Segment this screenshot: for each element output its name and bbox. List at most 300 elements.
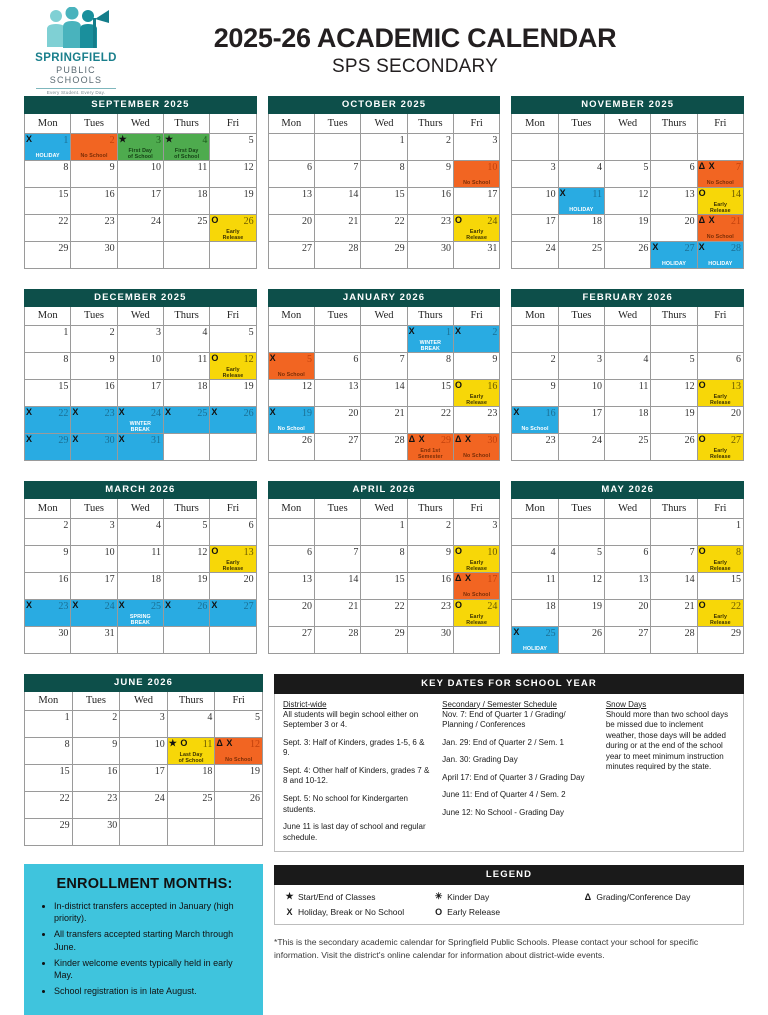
day-cell xyxy=(651,214,697,241)
day-20 xyxy=(269,600,314,626)
day-cell xyxy=(117,434,163,461)
day-number: 24 xyxy=(150,215,161,227)
day-cell xyxy=(605,326,651,353)
day-number: 8 xyxy=(736,546,742,558)
day-10 xyxy=(454,546,499,572)
day-marker-icon: O xyxy=(698,545,707,556)
day-number: 1 xyxy=(445,327,451,338)
week-row xyxy=(25,792,263,819)
day-number: 21 xyxy=(394,408,405,419)
day-16 xyxy=(408,573,453,599)
day-cell xyxy=(361,545,407,572)
day-note: HOLIDAY xyxy=(35,152,60,159)
day-cell xyxy=(605,434,651,461)
month-table xyxy=(511,499,744,654)
week-row xyxy=(268,518,500,545)
day-18 xyxy=(164,188,209,214)
month-table xyxy=(24,114,257,269)
day-note: No School xyxy=(277,426,305,432)
key-dates-line: June 12: No School - Grading Day xyxy=(442,808,564,818)
day-cell xyxy=(268,434,314,461)
day-26 xyxy=(164,600,209,626)
month-title: OCTOBER 2025 xyxy=(268,96,501,114)
enrollment-title: ENROLLMENT MONTHS: xyxy=(56,876,233,892)
day-number: 22 xyxy=(394,600,405,612)
weekday-header: Mon xyxy=(25,307,71,326)
day-cell xyxy=(697,353,743,380)
day-marker-icon: Δ X xyxy=(408,434,426,444)
day-number: 2 xyxy=(550,354,556,365)
week-row xyxy=(25,738,263,765)
enrollment-list xyxy=(40,900,249,997)
day-cell xyxy=(558,160,604,187)
day-cell xyxy=(210,626,256,653)
day-number: 2 xyxy=(112,712,118,723)
day-4 xyxy=(118,519,163,545)
day-number: 4 xyxy=(202,134,208,146)
day-25 xyxy=(168,792,215,818)
key-dates-line: Jan. 29: End of Quarter 2 / Sem. 1 xyxy=(442,737,564,747)
weekday-header: Wed xyxy=(120,692,168,711)
day-number: 4 xyxy=(202,327,208,338)
months-grid xyxy=(0,96,768,654)
day-empty xyxy=(210,242,255,268)
day-14 xyxy=(651,573,696,599)
day-cell xyxy=(605,545,651,572)
day-12 xyxy=(164,546,209,572)
day-5 xyxy=(651,353,696,379)
month-block xyxy=(268,289,501,462)
day-number: 20 xyxy=(302,215,312,227)
day-13 xyxy=(651,188,696,214)
day-24 xyxy=(559,434,604,460)
day-21 xyxy=(315,215,360,241)
day-cell xyxy=(163,133,209,160)
day-26 xyxy=(215,792,262,818)
day-cell xyxy=(210,133,256,160)
day-28 xyxy=(315,242,360,268)
day-cell xyxy=(558,133,604,160)
day-cell xyxy=(25,711,73,738)
day-number: 23 xyxy=(440,600,451,612)
day-cell xyxy=(25,326,71,353)
day-28 xyxy=(651,627,696,653)
day-number: 27 xyxy=(302,242,312,254)
day-cell xyxy=(25,545,71,572)
day-empty xyxy=(698,326,743,352)
day-cell xyxy=(361,434,407,461)
day-cell xyxy=(71,407,117,434)
day-marker-icon: Δ X xyxy=(454,572,472,583)
day-number: 12 xyxy=(243,354,254,365)
weekday-header: Wed xyxy=(361,307,407,326)
day-30 xyxy=(454,434,499,460)
day-5 xyxy=(164,519,209,545)
day-cell xyxy=(605,599,651,626)
day-13 xyxy=(269,573,314,599)
day-marker-icon: X xyxy=(513,626,520,637)
month-block xyxy=(24,96,257,269)
day-cell xyxy=(512,599,558,626)
day-marker-icon: X xyxy=(118,407,126,417)
week-row xyxy=(268,545,500,572)
day-empty xyxy=(164,242,209,268)
day-cell xyxy=(453,545,499,572)
week-row xyxy=(512,133,744,160)
day-18 xyxy=(559,215,604,241)
week-row xyxy=(512,434,744,461)
day-cell xyxy=(210,545,256,572)
week-row xyxy=(25,133,257,160)
legend-row xyxy=(285,907,733,917)
day-cell xyxy=(361,518,407,545)
day-cell xyxy=(71,572,117,599)
day-cell xyxy=(268,187,314,214)
day-30 xyxy=(408,242,453,268)
day-number: 9 xyxy=(445,161,451,173)
day-number: 27 xyxy=(731,435,742,446)
day-number: 19 xyxy=(592,600,602,612)
day-note: WINTER BREAK xyxy=(129,421,152,433)
day-marker-icon: X xyxy=(118,434,126,444)
day-number: 17 xyxy=(150,188,161,200)
month-block xyxy=(511,289,744,462)
day-21 xyxy=(315,600,360,626)
day-10 xyxy=(454,161,499,187)
day-marker-icon: ★ xyxy=(164,133,174,144)
logo-text-secondary: PUBLIC SCHOOLS xyxy=(49,64,103,86)
day-cell xyxy=(210,214,256,241)
day-cell xyxy=(512,214,558,241)
day-number: 2 xyxy=(445,134,451,146)
day-number: 24 xyxy=(154,793,165,804)
weekday-header-row xyxy=(25,692,263,711)
day-cell xyxy=(407,326,453,353)
day-number: 15 xyxy=(59,766,70,777)
day-9 xyxy=(454,353,499,379)
day-cell xyxy=(512,380,558,407)
day-number: 30 xyxy=(104,242,115,254)
day-empty xyxy=(559,326,604,352)
day-cell xyxy=(210,241,256,268)
day-16 xyxy=(73,765,120,791)
day-19 xyxy=(559,600,604,626)
day-number: 11 xyxy=(151,546,161,558)
day-cell xyxy=(268,626,314,653)
day-number: 22 xyxy=(58,408,69,419)
day-1 xyxy=(698,519,743,545)
day-number: 15 xyxy=(58,381,69,392)
day-10 xyxy=(118,353,163,379)
day-cell xyxy=(315,187,361,214)
day-cell xyxy=(25,214,71,241)
day-marker-icon: Δ X xyxy=(698,160,716,171)
day-cell xyxy=(315,518,361,545)
day-4 xyxy=(605,353,650,379)
day-cell xyxy=(117,626,163,653)
legend-row xyxy=(285,891,733,902)
day-cell xyxy=(315,326,361,353)
day-empty xyxy=(315,326,360,352)
day-cell xyxy=(453,187,499,214)
day-12 xyxy=(651,380,696,406)
weekday-header-row xyxy=(512,114,744,133)
day-cell xyxy=(697,434,743,461)
day-cell xyxy=(315,626,361,653)
weekday-header-row xyxy=(512,499,744,518)
legend-item xyxy=(434,907,583,917)
day-4 xyxy=(512,546,557,572)
key-dates-heading: District-wide xyxy=(283,699,327,709)
month-title: FEBRUARY 2026 xyxy=(511,289,744,307)
day-note: HOLIDAY xyxy=(569,206,594,213)
month-table xyxy=(24,692,263,847)
day-19 xyxy=(164,573,209,599)
month-title: MAY 2026 xyxy=(511,481,744,499)
week-row xyxy=(25,214,257,241)
weekday-header: Fri xyxy=(697,114,743,133)
day-cell xyxy=(210,572,256,599)
day-cell xyxy=(512,545,558,572)
day-marker-icon: X xyxy=(269,353,277,363)
day-number: 7 xyxy=(353,161,359,173)
day-5 xyxy=(269,353,314,379)
day-cell xyxy=(117,133,163,160)
day-number: 8 xyxy=(63,354,69,365)
day-20 xyxy=(651,215,696,241)
day-16 xyxy=(454,380,499,406)
day-13 xyxy=(210,546,255,572)
day-number: 11 xyxy=(202,739,213,750)
day-note: Last Day of School xyxy=(178,752,204,764)
day-cell xyxy=(210,353,256,380)
day-28 xyxy=(698,242,743,268)
key-dates-bar: KEY DATES FOR SCHOOL YEAR xyxy=(274,674,744,694)
day-cell xyxy=(697,187,743,214)
day-number: 19 xyxy=(243,188,254,200)
bottom-right-column xyxy=(274,674,744,962)
day-number: 11 xyxy=(197,161,208,173)
day-number: 30 xyxy=(440,627,451,639)
day-marker-icon: X xyxy=(408,326,416,336)
day-16 xyxy=(71,380,116,406)
weekday-header: Mon xyxy=(25,499,71,518)
day-11 xyxy=(559,188,604,214)
day-cell xyxy=(72,738,120,765)
legend-item xyxy=(285,907,434,917)
day-cell xyxy=(315,214,361,241)
day-1 xyxy=(361,134,406,160)
day-number: 26 xyxy=(197,600,208,612)
day-27 xyxy=(210,600,255,626)
day-cell xyxy=(453,434,499,461)
day-cell xyxy=(120,738,168,765)
day-number: 11 xyxy=(638,381,649,392)
day-number: 16 xyxy=(104,188,115,200)
day-cell xyxy=(512,626,558,653)
day-cell xyxy=(512,572,558,599)
day-23 xyxy=(512,434,557,460)
day-cell xyxy=(120,765,168,792)
month-table xyxy=(24,499,257,654)
day-number: 24 xyxy=(545,242,556,254)
day-number: 5 xyxy=(248,327,254,338)
day-cell xyxy=(71,434,117,461)
week-row xyxy=(268,380,500,407)
day-30 xyxy=(408,627,453,653)
day-number: 20 xyxy=(302,600,312,612)
day-cell xyxy=(25,160,71,187)
weekday-header: Thurs xyxy=(651,307,697,326)
day-number: 2 xyxy=(492,327,498,338)
day-cell xyxy=(407,545,453,572)
day-marker-icon: ★ xyxy=(118,133,128,144)
day-22 xyxy=(408,407,453,433)
weekday-header: Thurs xyxy=(163,114,209,133)
day-number: 8 xyxy=(399,161,405,173)
day-8 xyxy=(698,546,743,572)
day-note: No School xyxy=(706,179,734,186)
day-14 xyxy=(315,188,360,214)
day-note: No School xyxy=(706,233,734,240)
day-number: 22 xyxy=(394,215,405,227)
day-cell xyxy=(163,160,209,187)
day-empty xyxy=(118,242,163,268)
day-number: 26 xyxy=(250,793,260,804)
day-4 xyxy=(168,711,215,737)
day-cell xyxy=(651,599,697,626)
day-3 xyxy=(71,519,116,545)
day-number: 14 xyxy=(348,188,359,200)
day-cell xyxy=(215,711,263,738)
day-26 xyxy=(210,407,255,433)
day-number: 24 xyxy=(592,435,602,446)
day-cell xyxy=(558,434,604,461)
day-3 xyxy=(120,711,167,737)
sps-logo xyxy=(30,7,122,95)
day-number: 16 xyxy=(104,381,115,392)
day-26 xyxy=(210,215,255,241)
day-23 xyxy=(408,215,453,241)
day-note: HOLIDAY xyxy=(708,260,733,267)
day-cell xyxy=(605,626,651,653)
weekday-header: Thurs xyxy=(407,307,453,326)
day-cell xyxy=(210,380,256,407)
day-number: 7 xyxy=(399,354,405,365)
day-number: 5 xyxy=(689,354,695,365)
day-number: 24 xyxy=(487,215,498,227)
day-number: 29 xyxy=(440,435,451,446)
legend-label: Grading/Conference Day xyxy=(596,891,691,902)
day-note: No School xyxy=(80,152,108,159)
day-cell xyxy=(268,326,314,353)
day-number: 14 xyxy=(731,188,742,200)
day-cell xyxy=(558,518,604,545)
day-26 xyxy=(651,434,696,460)
week-row xyxy=(268,133,500,160)
day-27 xyxy=(269,242,314,268)
key-dates-column xyxy=(442,700,596,844)
day-cell xyxy=(268,214,314,241)
weekday-header: Thurs xyxy=(407,499,453,518)
month-title: SEPTEMBER 2025 xyxy=(24,96,257,114)
day-cell xyxy=(407,241,453,268)
week-row xyxy=(268,572,500,599)
day-number: 23 xyxy=(107,793,118,804)
day-cell xyxy=(453,214,499,241)
day-cell xyxy=(117,214,163,241)
day-cell xyxy=(605,407,651,434)
day-cell xyxy=(651,187,697,214)
weekday-header: Mon xyxy=(268,114,314,133)
day-empty xyxy=(120,819,167,845)
day-cell xyxy=(697,599,743,626)
day-number: 8 xyxy=(399,546,405,558)
day-9 xyxy=(25,546,70,572)
day-cell xyxy=(361,626,407,653)
week-row xyxy=(512,572,744,599)
month-table xyxy=(511,114,744,269)
day-24 xyxy=(454,600,499,626)
day-empty xyxy=(210,434,255,460)
weekday-header: Thurs xyxy=(651,499,697,518)
week-row xyxy=(25,572,257,599)
day-number: 5 xyxy=(643,161,649,173)
day-number: 2 xyxy=(109,134,115,146)
day-cell xyxy=(697,518,743,545)
day-cell xyxy=(210,187,256,214)
legend-bar: LEGEND xyxy=(274,865,744,885)
day-cell xyxy=(25,738,73,765)
day-number: 13 xyxy=(684,188,695,200)
day-17 xyxy=(454,573,499,599)
day-cell xyxy=(651,380,697,407)
day-number: 17 xyxy=(592,408,602,419)
day-number: 19 xyxy=(302,408,312,419)
day-cell xyxy=(361,187,407,214)
week-row xyxy=(512,214,744,241)
day-number: 16 xyxy=(487,381,498,392)
day-6 xyxy=(651,161,696,187)
day-28 xyxy=(361,434,406,460)
day-cell xyxy=(453,326,499,353)
day-cell xyxy=(605,572,651,599)
weekday-header-row xyxy=(268,499,500,518)
day-7 xyxy=(361,353,406,379)
day-31 xyxy=(454,242,499,268)
day-9 xyxy=(71,353,116,379)
day-empty xyxy=(269,519,314,545)
day-number: 22 xyxy=(58,215,69,227)
day-number: 16 xyxy=(545,408,556,419)
key-dates-line: Should more than two school days be missed due to inclement weather, those days will be added during or at the end of the school year to meet minimum instruction minutes required by the state. xyxy=(605,709,729,772)
day-cell xyxy=(453,518,499,545)
day-27 xyxy=(605,627,650,653)
day-cell xyxy=(697,545,743,572)
day-25 xyxy=(512,627,557,653)
day-number: 1 xyxy=(399,519,405,531)
day-number: 3 xyxy=(159,712,165,723)
day-cell xyxy=(268,380,314,407)
day-22 xyxy=(25,215,70,241)
day-5 xyxy=(215,711,262,737)
day-note: First Day of School xyxy=(127,147,153,160)
weekday-header: Wed xyxy=(361,499,407,518)
months-row xyxy=(0,289,768,462)
day-number: 15 xyxy=(394,188,405,200)
day-cell xyxy=(315,241,361,268)
day-19 xyxy=(210,380,255,406)
